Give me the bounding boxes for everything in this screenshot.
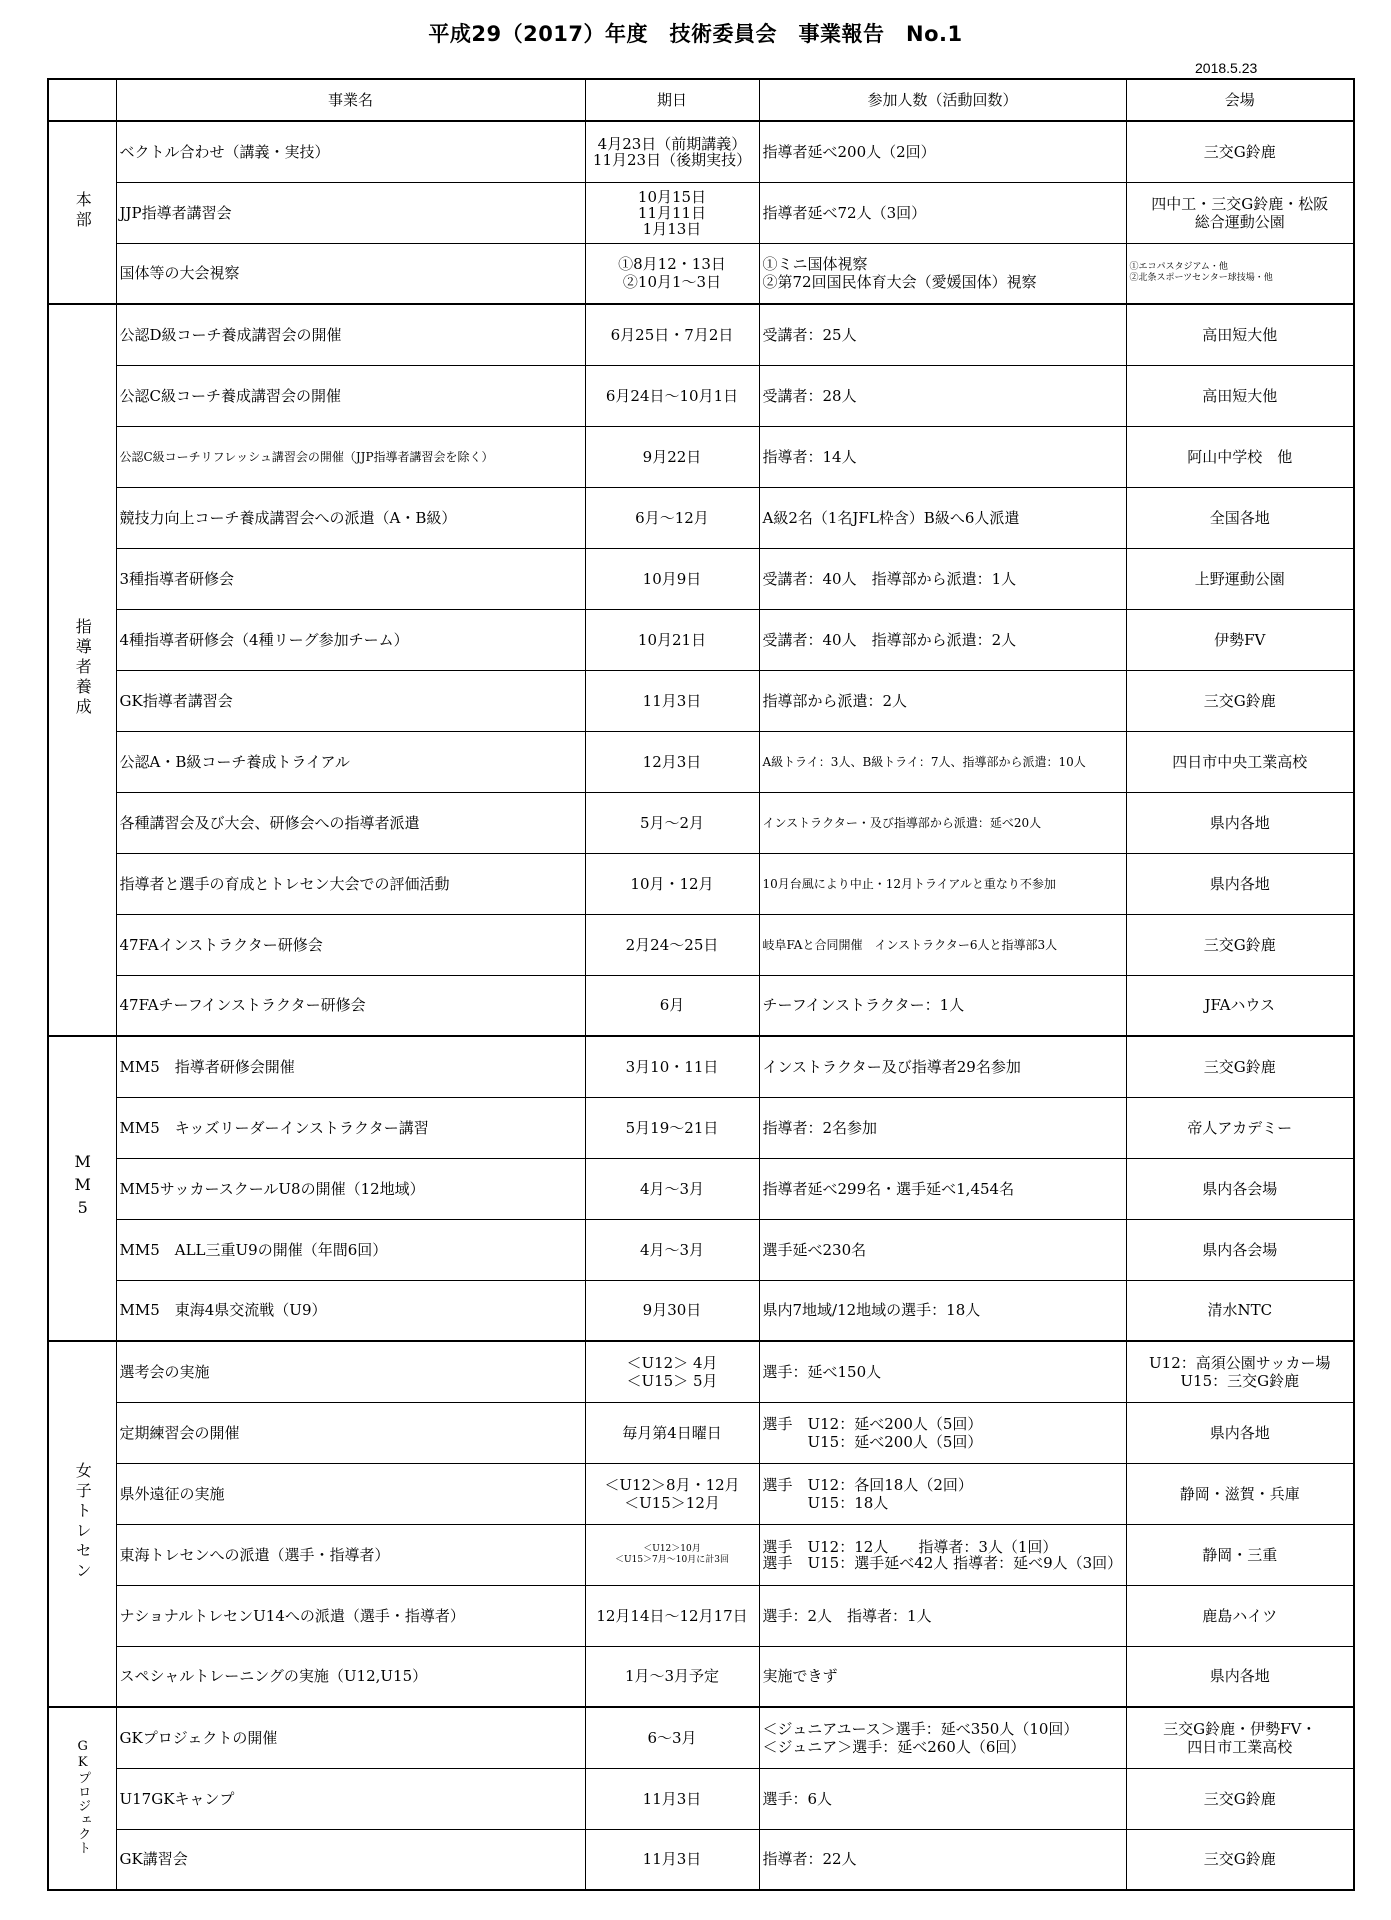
event-venue: 県内各会場 [1126,1158,1354,1219]
event-venue: 全国各地 [1126,487,1354,548]
event-name: MM5 キッズリーダーインストラクター講習 [116,1097,585,1158]
event-name: 国体等の大会視察 [116,243,585,304]
event-participants: インストラクター・及び指導部から派遣：延べ20人 [759,792,1126,853]
event-period: 10月・12月 [585,853,759,914]
event-venue: 県内各会場 [1126,1219,1354,1280]
table-row [48,548,1354,609]
table-row [48,121,1354,182]
category-cell-mm5 [48,1036,116,1341]
event-name: 3種指導者研修会 [116,548,585,609]
event-venue: 鹿島ハイツ [1126,1585,1354,1646]
event-period: 4月～3月 [585,1219,759,1280]
category-cell-shidousha [48,304,116,1036]
category-label: 本部 [73,190,93,231]
category-label: MM5 [73,1152,93,1221]
event-name: 東海トレセンへの派遣（選手・指導者） [116,1524,585,1585]
event-participants: 選手：6人 [759,1768,1126,1829]
event-participants: 選手：2人 指導者：1人 [759,1585,1126,1646]
event-participants: 選手 U12：延べ200人（5回） U15：延べ200人（5回） [759,1402,1126,1463]
table-row [48,1585,1354,1646]
event-venue: 三交G鈴鹿 [1126,1768,1354,1829]
table-row [48,487,1354,548]
table-row [48,1463,1354,1524]
event-participants: 選手延べ230名 [759,1219,1126,1280]
category-label: 指導者養成 [73,618,93,718]
event-venue: 県内各地 [1126,1646,1354,1707]
table-row [48,1097,1354,1158]
event-name: GKプロジェクトの開催 [116,1707,585,1768]
event-participants: 選手 U12：12人 指導者：3人（1回） 選手 U15：選手延べ42人 指導者：延べ9人（3回） [759,1524,1126,1585]
table-row [48,853,1354,914]
event-period: 9月22日 [585,426,759,487]
event-name: 県外遠征の実施 [116,1463,585,1524]
event-venue: 阿山中学校 他 [1126,426,1354,487]
event-venue: 県内各地 [1126,1402,1354,1463]
event-name: MM5 指導者研修会開催 [116,1036,585,1097]
event-participants: 指導者延べ72人（3回） [759,182,1126,243]
table-row [48,304,1354,365]
event-venue: 三交G鈴鹿 [1126,121,1354,182]
table-header-row [48,79,1354,121]
event-venue: JFAハウス [1126,975,1354,1036]
event-participants: 指導者：2名参加 [759,1097,1126,1158]
event-participants: 指導者：14人 [759,426,1126,487]
category-label: GKプロジェクト [75,1738,91,1855]
event-period: 5月～2月 [585,792,759,853]
event-period: 1月～3月予定 [585,1646,759,1707]
event-period: ＜U12＞ 4月 ＜U15＞ 5月 [585,1341,759,1402]
event-period: 6月24日～10月1日 [585,365,759,426]
event-name: MM5 東海4県交流戦（U9） [116,1280,585,1341]
event-venue: U12：高須公園サッカー場 U15：三交G鈴鹿 [1126,1341,1354,1402]
event-name: 競技力向上コーチ養成講習会への派遣（A・B級） [116,487,585,548]
event-name: 公認A・B級コーチ養成トライアル [116,731,585,792]
table-row [48,1158,1354,1219]
table-row [48,1524,1354,1585]
event-name: 4種指導者研修会（4種リーグ参加チーム） [116,609,585,670]
event-venue: 高田短大他 [1126,304,1354,365]
table-row [48,609,1354,670]
event-name: 各種講習会及び大会、研修会への指導者派遣 [116,792,585,853]
event-name: 指導者と選手の育成とトレセン大会での評価活動 [116,853,585,914]
event-venue: 静岡・三重 [1126,1524,1354,1585]
event-name: 公認C級コーチリフレッシュ講習会の開催（JJP指導者講習会を除く） [116,426,585,487]
event-name: U17GKキャンプ [116,1768,585,1829]
category-cell-gk [48,1707,116,1890]
table-row [48,792,1354,853]
event-participants: A級トライ：3人、B級トライ：7人、指導部から派遣：10人 [759,731,1126,792]
event-venue: 伊勢FV [1126,609,1354,670]
event-venue: 三交G鈴鹿 [1126,1036,1354,1097]
event-venue: 県内各地 [1126,853,1354,914]
event-participants: ＜ジュニアユース＞選手：延べ350人（10回） ＜ジュニア＞選手：延べ260人（6回） [759,1707,1126,1768]
report-date: 2018.5.23 [1195,60,1258,76]
event-name: スペシャルトレーニングの実施（U12,U15） [116,1646,585,1707]
event-venue: ①エコパスタジアム・他 ②北条スポーツセンター球技場・他 [1126,243,1354,304]
table-row [48,1402,1354,1463]
header-name: 事業名 [116,79,585,121]
event-participants: ①ミニ国体視察 ②第72回国民体育大会（愛媛国体）視察 [759,243,1126,304]
table-row [48,1829,1354,1890]
table-row [48,1219,1354,1280]
event-venue: 三交G鈴鹿 [1126,914,1354,975]
event-name: 公認D級コーチ養成講習会の開催 [116,304,585,365]
event-participants: インストラクター及び指導者29名参加 [759,1036,1126,1097]
event-venue: 三交G鈴鹿 [1126,670,1354,731]
table-row [48,975,1354,1036]
event-venue: 三交G鈴鹿・伊勢FV・ 四日市工業高校 [1126,1707,1354,1768]
event-name: 選考会の実施 [116,1341,585,1402]
event-venue: 帝人アカデミー [1126,1097,1354,1158]
event-participants: 受講者：40人 指導部から派遣：2人 [759,609,1126,670]
header-period: 期日 [585,79,759,121]
event-name: 公認C級コーチ養成講習会の開催 [116,365,585,426]
event-period: 6月25日・7月2日 [585,304,759,365]
event-name: ナショナルトレセンU14への派遣（選手・指導者） [116,1585,585,1646]
event-participants: 10月台風により中止・12月トライアルと重なり不参加 [759,853,1126,914]
header-category [48,79,116,121]
event-venue: 三交G鈴鹿 [1126,1829,1354,1890]
event-venue: 静岡・滋賀・兵庫 [1126,1463,1354,1524]
event-period: 6月 [585,975,759,1036]
event-venue: 県内各地 [1126,792,1354,853]
event-period: ＜U12＞10月 ＜U15＞7月～10月に計3回 [585,1524,759,1585]
event-period: 11月3日 [585,670,759,731]
event-period: 5月19～21日 [585,1097,759,1158]
event-participants: 実施できず [759,1646,1126,1707]
event-period: 毎月第4日曜日 [585,1402,759,1463]
page-title: 平成29（2017）年度 技術委員会 事業報告 No.1 [428,22,963,46]
event-period: 3月10・11日 [585,1036,759,1097]
table-row [48,365,1354,426]
table-row [48,1646,1354,1707]
event-name: 47FAチーフインストラクター研修会 [116,975,585,1036]
event-participants: A級2名（1名JFL枠含）B級へ6人派遣 [759,487,1126,548]
header-participants: 参加人数（活動回数） [759,79,1126,121]
event-venue: 高田短大他 [1126,365,1354,426]
table-row [48,243,1354,304]
event-period: 4月～3月 [585,1158,759,1219]
event-period: 9月30日 [585,1280,759,1341]
table-row [48,914,1354,975]
report-table [47,78,1355,1891]
event-participants: チーフインストラクター：1人 [759,975,1126,1036]
event-venue: 清水NTC [1126,1280,1354,1341]
event-participants: 受講者：40人 指導部から派遣：1人 [759,548,1126,609]
table-row [48,1280,1354,1341]
event-participants: 指導部から派遣：2人 [759,670,1126,731]
event-participants: 指導者延べ200人（2回） [759,121,1126,182]
event-name: 定期練習会の開催 [116,1402,585,1463]
category-cell-joshi [48,1341,116,1707]
event-period: 4月23日（前期講義） 11月23日（後期実技） [585,121,759,182]
event-participants: 岐阜FAと合同開催 インストラクター6人と指導部3人 [759,914,1126,975]
table-row [48,670,1354,731]
table-row [48,731,1354,792]
category-cell-honbu [48,121,116,304]
table-row [48,1707,1354,1768]
event-participants: 受講者：28人 [759,365,1126,426]
event-name: ベクトル合わせ（講義・実技） [116,121,585,182]
event-participants: 指導者延べ299名・選手延べ1,454名 [759,1158,1126,1219]
event-period: 10月21日 [585,609,759,670]
event-period: 11月3日 [585,1768,759,1829]
event-name: GK講習会 [116,1829,585,1890]
event-venue: 四日市中央工業高校 [1126,731,1354,792]
event-name: MM5サッカースクールU8の開催（12地域） [116,1158,585,1219]
event-participants: 選手：延べ150人 [759,1341,1126,1402]
event-period: ①8月12・13日 ②10月1～3日 [585,243,759,304]
event-period: 6～3月 [585,1707,759,1768]
event-participants: 選手 U12：各回18人（2回） U15：18人 [759,1463,1126,1524]
event-period: 10月9日 [585,548,759,609]
table-row [48,1036,1354,1097]
event-period: 6月～12月 [585,487,759,548]
event-period: 12月3日 [585,731,759,792]
table-row [48,1341,1354,1402]
event-period: 10月15日 11月11日 1月13日 [585,182,759,243]
table-row [48,182,1354,243]
event-name: JJP指導者講習会 [116,182,585,243]
event-participants: 受講者：25人 [759,304,1126,365]
category-label: 女子トレセン [73,1462,93,1582]
event-venue: 四中工・三交G鈴鹿・松阪 総合運動公園 [1126,182,1354,243]
table-row [48,1768,1354,1829]
event-period: 11月3日 [585,1829,759,1890]
event-participants: 県内7地域/12地域の選手：18人 [759,1280,1126,1341]
event-participants: 指導者：22人 [759,1829,1126,1890]
event-name: GK指導者講習会 [116,670,585,731]
event-period: 12月14日～12月17日 [585,1585,759,1646]
event-name: 47FAインストラクター研修会 [116,914,585,975]
header-venue: 会場 [1126,79,1354,121]
event-period: 2月24～25日 [585,914,759,975]
event-venue: 上野運動公園 [1126,548,1354,609]
event-period: ＜U12＞8月・12月 ＜U15＞12月 [585,1463,759,1524]
event-name: MM5 ALL三重U9の開催（年間6回） [116,1219,585,1280]
table-row [48,426,1354,487]
